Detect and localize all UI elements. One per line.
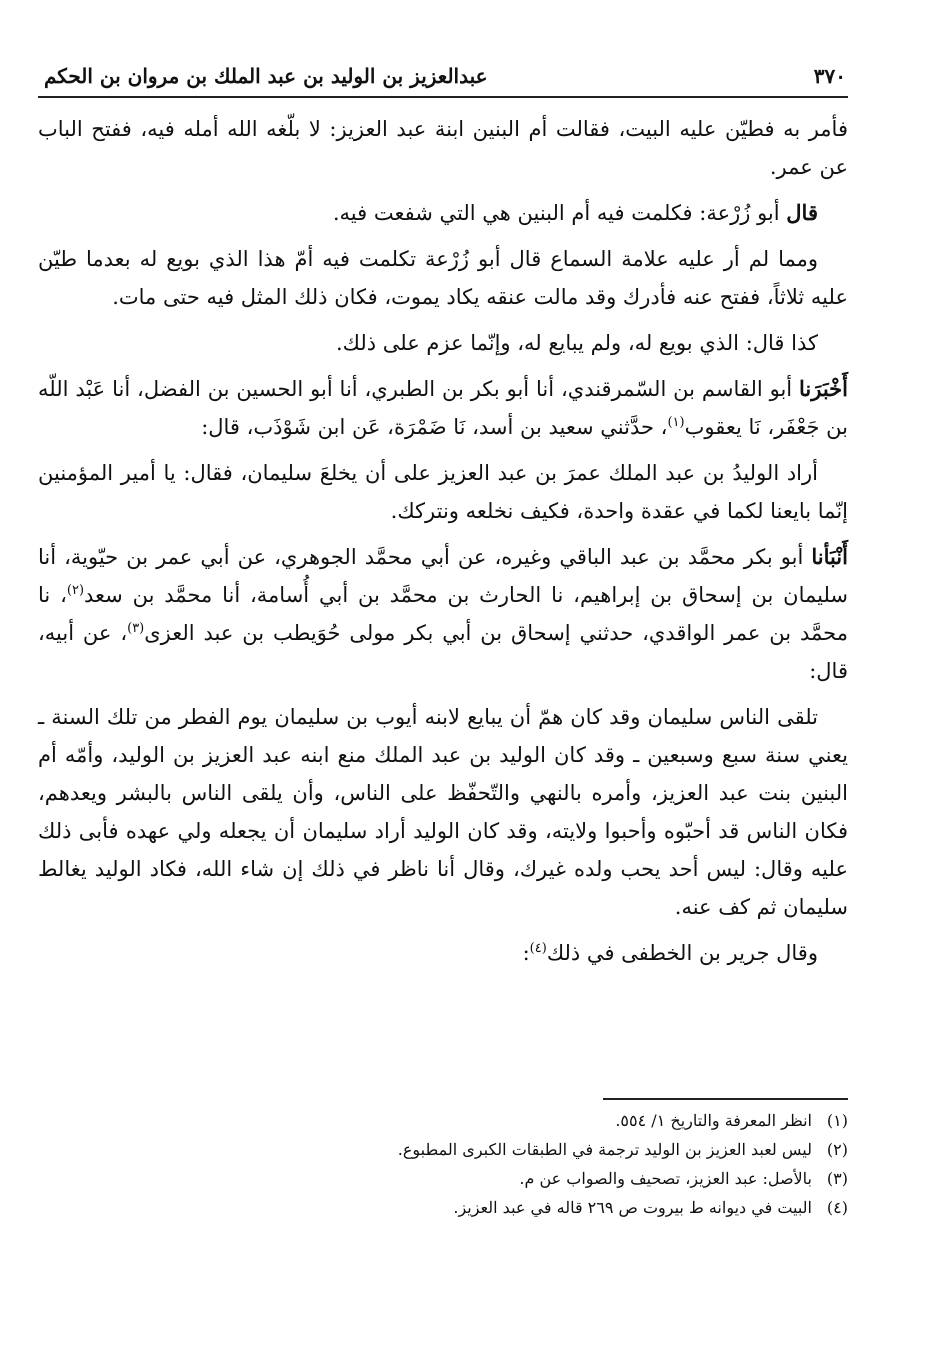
paragraph-text: كذا قال: الذي بويع له، ولم يبايع له، وإنّما عزم على ذلك. bbox=[335, 331, 818, 355]
footnote-ref-4[interactable]: (٤) bbox=[529, 941, 547, 956]
book-page bbox=[38, 56, 848, 1296]
paragraph-text: وقال جرير بن الخطفى في ذلك bbox=[546, 941, 818, 965]
footnote-ref-3[interactable]: (٣) bbox=[127, 621, 145, 636]
footnote-ref-2[interactable]: (٢) bbox=[66, 583, 85, 598]
paragraph-lead-word: قال bbox=[786, 200, 818, 225]
paragraph-text-tail: ، نا محمَّد بن عمر الواقدي، حدثني إسحاق بن أبي بكر مولى حُوَيطب بن عبد العزى bbox=[38, 583, 848, 645]
footnote-1 bbox=[38, 1106, 848, 1135]
paragraph-text: فأمر به فطيّن عليه البيت، فقالت أم البنين ابنة عبد العزيز: لا بلّغه الله أمله فيه، ففتح الباب عن عمر. bbox=[38, 117, 848, 179]
paragraph-lead-word: أَخْبَرَنا bbox=[799, 376, 848, 401]
footnote-text: ليس لعبد العزيز بن الوليد ترجمة في الطبقات الكبرى المطبوع. bbox=[397, 1140, 812, 1159]
paragraph-6 bbox=[38, 454, 848, 530]
footnotes bbox=[38, 1106, 848, 1222]
footnote-text: انظر المعرفة والتاريخ ١/ ٥٥٤. bbox=[615, 1111, 812, 1130]
paragraph-4 bbox=[38, 324, 848, 362]
footnote-text: البيت في ديوانه ط بيروت ص ٢٦٩ قاله في عبد العزيز. bbox=[453, 1198, 812, 1217]
footnote-ref-1[interactable]: (١) bbox=[667, 415, 685, 430]
footnote-number: (٢) bbox=[826, 1140, 848, 1159]
footnote-divider bbox=[603, 1098, 848, 1100]
paragraph-text-tail: ، حدَّثني سعيد بن أسد، نَا ضَمْرَة، عَن ابن شَوْذَب، قال: bbox=[201, 415, 668, 439]
footnote-number: (١) bbox=[826, 1111, 848, 1130]
paragraph-text-tail-2: ، عن أبيه، قال: bbox=[38, 621, 848, 683]
paragraph-text: أراد الوليدُ بن عبد الملك عمرَ بن عبد العزيز على أن يخلعَ سليمان، فقال: يا أمير المؤمنين إنّما بايعنا لكما في عقدة واحدة، فكيف نخلعه ونتركك. bbox=[38, 461, 848, 523]
paragraph-5 bbox=[38, 370, 848, 446]
footnote-2 bbox=[38, 1135, 848, 1164]
paragraph-text: أبو القاسم بن السّمرقندي، أنا أبو بكر بن الطبري، أنا أبو الحسين بن الفضل، أنا عَبْد اللّه بن جَعْفَر، نَا يعقوب bbox=[38, 377, 848, 439]
paragraph-9 bbox=[38, 934, 848, 972]
running-head bbox=[38, 56, 848, 98]
paragraph-8 bbox=[38, 698, 848, 926]
footnote-3 bbox=[38, 1164, 848, 1193]
paragraph-7 bbox=[38, 538, 848, 690]
main-text bbox=[38, 110, 848, 972]
paragraph-1 bbox=[38, 110, 848, 186]
paragraph-text: ومما لم أر عليه علامة السماع قال أبو زُرْعة تكلمت فيه أمّ هذا الذي بويع له بعدما طيّن عليه ثلاثاً، ففتح عنه فأدرك وقد مالت عنقه يكاد يموت، فكان ذلك المثل فيه حتى مات. bbox=[38, 247, 848, 309]
running-title: عبدالعزيز بن الوليد بن عبد الملك بن مروان بن الحكم bbox=[44, 64, 488, 88]
paragraph-text: تلقى الناس سليمان وقد كان همّ أن يبايع لابنه أيوب بن سليمان يوم الفطر من تلك السنة ـ يعني سنة سبع وسبعين ـ وقد كان الوليد بن عبد الملك منع ابنه عبد العزيز بن الوليد، وأمّه أم البنين بنت عبد العزيز، وأمره بالنهي والتّحفّظ على الناس، وأن يلقى الناس بالبشر ويعدهم، فكان الناس قد أحبّوه وأحبوا ولايته، وقد كان الوليد أراد سليمان أن يجعله ولي عهده فأبى ذلك عليه وقال: ليس أحد يحب ولده غيرك، وقال أنا ناظر في ذلك إن شاء الله، فكاد الوليد يغالط سليمان ثم كف عنه. bbox=[38, 705, 848, 919]
page-number: ٣٧٠ bbox=[813, 64, 846, 88]
paragraph-3 bbox=[38, 240, 848, 316]
footnote-text: بالأصل: عبد العزيز، تصحيف والصواب عن م. bbox=[519, 1169, 812, 1188]
paragraph-text-tail: : bbox=[522, 941, 530, 965]
footnote-number: (٤) bbox=[826, 1198, 848, 1217]
paragraph-text: أبو زُرْعة: فكلمت فيه أم البنين هي التي شفعت فيه. bbox=[332, 201, 787, 225]
footnote-4 bbox=[38, 1193, 848, 1222]
paragraph-text: أبو بكر محمَّد بن عبد الباقي وغيره، عن أبي محمَّد الجوهري، عن أبي عمر بن حيّوية، أنا سليمان بن إسحاق بن إبراهيم، نا الحارث بن محمَّد بن أبي أُسامة، أنا محمَّد بن سعد bbox=[38, 545, 848, 607]
footnote-number: (٣) bbox=[826, 1169, 848, 1188]
paragraph-2 bbox=[38, 194, 848, 232]
paragraph-lead-word: أَنْبَأنا bbox=[811, 544, 848, 569]
